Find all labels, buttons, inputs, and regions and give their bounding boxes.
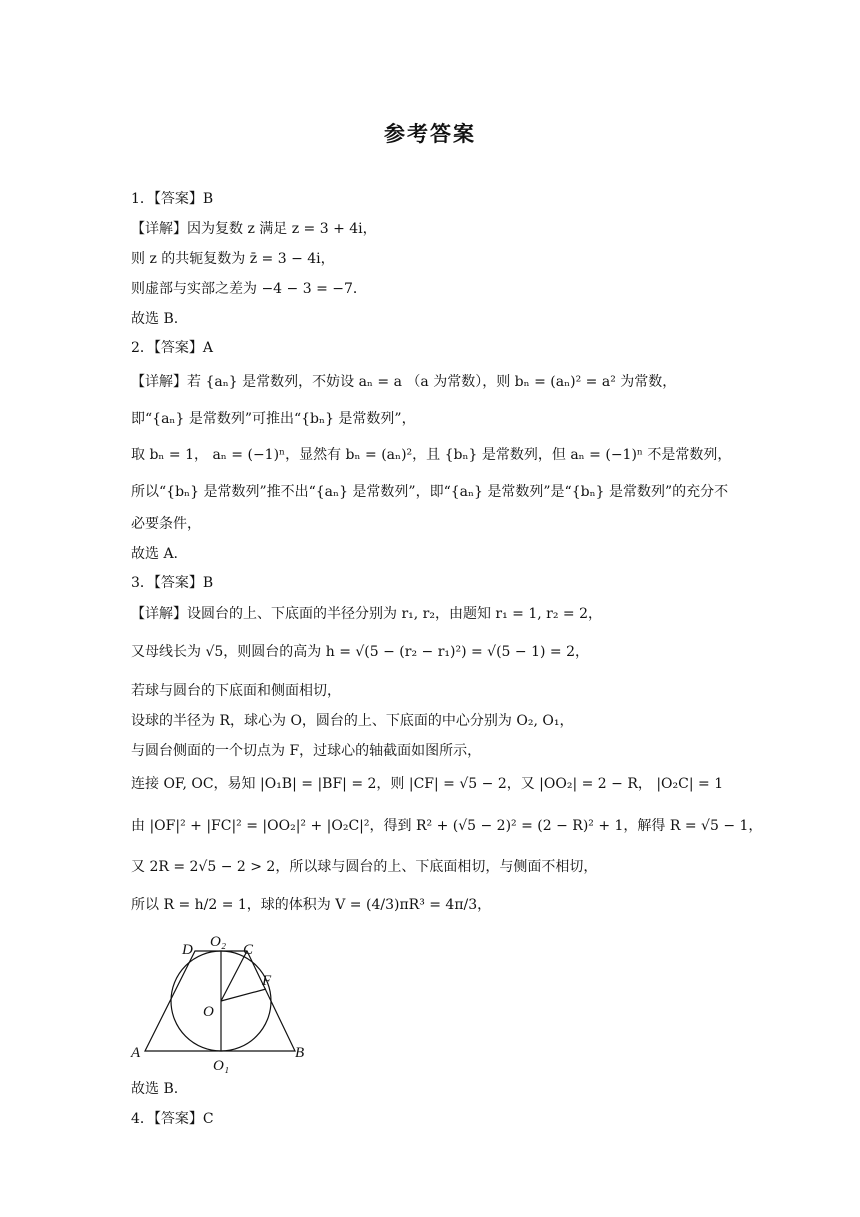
label-o1: O₁	[213, 1058, 230, 1074]
answer-1-choice: 故选 B.	[131, 311, 179, 327]
answer-3-choice: 故选 B.	[131, 1081, 179, 1097]
answer-1-heading: 1．【答案】B	[131, 191, 214, 207]
answer-2-choice: 故选 A.	[131, 546, 179, 562]
answer-3-detail-7: 由 |OF|² + |FC|² = |OO₂|² + |O₂C|²，得到 R² + (√5 − 2)² = (2 − R)² + 1，解得 R = √5 − 1，	[131, 818, 763, 834]
answer-3-detail-8: 又 2R = 2√5 − 2 > 2，所以球与圆台的上、下底面相切，与侧面不相切，	[131, 859, 598, 875]
segment-oc	[221, 951, 247, 1001]
answer-1-detail-3: 则虚部与实部之差为 −4 − 3 = −7．	[131, 281, 367, 297]
label-o: O	[203, 1004, 214, 1020]
segment-of	[221, 989, 266, 1001]
trapezoid-abcd	[145, 951, 295, 1051]
answer-3-heading: 3．【答案】B	[131, 575, 214, 591]
answer-3-detail-1: 【详解】设圆台的上、下底面的半径分别为 r₁, r₂，由题知 r₁ = 1, r₂ = 2，	[131, 606, 602, 622]
answer-1-detail-2: 则 z 的共轭复数为 z̄ = 3 − 4i，	[131, 251, 335, 267]
page-title: 参考答案	[384, 122, 476, 146]
answer-4-heading: 4．【答案】C	[131, 1111, 214, 1127]
answer-3-detail-2: 又母线长为 √5，则圆台的高为 h = √(5 − (r₂ − r₁)²) = √(5 − 1) = 2，	[131, 644, 589, 660]
answer-2-detail-3: 取 bₙ = 1， aₙ = (−1)ⁿ，显然有 bₙ = (aₙ)²，且 {bₙ} 是常数列，但 aₙ = (−1)ⁿ 不是常数列，	[131, 447, 732, 463]
answer-2-detail-2: 即“{aₙ} 是常数列”可推出“{bₙ} 是常数列”，	[131, 411, 416, 427]
frustum-cross-section-figure	[125, 930, 325, 1080]
label-f: F	[262, 973, 272, 989]
answer-2-detail-4: 所以“{bₙ} 是常数列”推不出“{aₙ} 是常数列”，即“{aₙ} 是常数列”是“{bₙ} 是常数列”的充分不	[131, 484, 729, 500]
frustum-diagram	[125, 930, 325, 1080]
label-d: D	[182, 942, 193, 958]
answer-3-detail-4: 设球的半径为 R，球心为 O，圆台的上、下底面的中心分别为 O₂, O₁，	[131, 713, 574, 729]
answer-1-detail-1: 【详解】因为复数 z 满足 z = 3 + 4i，	[131, 221, 377, 237]
answer-3-detail-5: 与圆台侧面的一个切点为 F，过球心的轴截面如图所示，	[131, 743, 482, 759]
answer-2-detail-1: 【详解】若 {aₙ} 是常数列，不妨设 aₙ = a （a 为常数），则 bₙ = (aₙ)² = a² 为常数，	[131, 374, 677, 390]
label-c: C	[243, 942, 254, 958]
answer-3-detail-6: 连接 OF, OC，易知 |O₁B| = |BF| = 2，则 |CF| = √5 − 2，又 |OO₂| = 2 − R， |O₂C| = 1	[131, 776, 724, 792]
answer-2-detail-5: 必要条件，	[131, 516, 201, 532]
answer-3-detail-3: 若球与圆台的下底面和侧面相切，	[131, 683, 341, 699]
label-a: A	[131, 1045, 141, 1061]
label-b: B	[295, 1045, 305, 1061]
label-o2: O₂	[210, 934, 227, 950]
answer-2-heading: 2．【答案】A	[131, 340, 214, 356]
answer-3-detail-9: 所以 R = h/2 = 1，球的体积为 V = (4/3)πR³ = 4π/3，	[131, 897, 492, 913]
